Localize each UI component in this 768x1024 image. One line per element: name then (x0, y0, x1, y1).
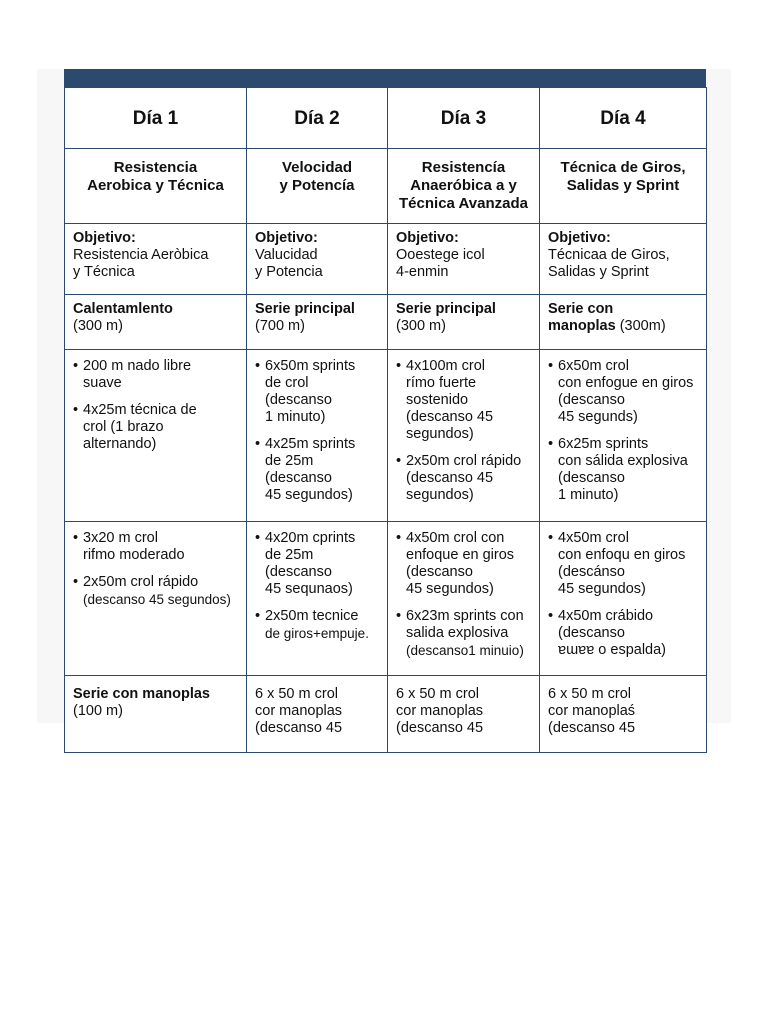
section-detail-line (548, 318, 698, 335)
exercise-line: salida explosiva (406, 625, 509, 641)
exercise-line: suave (83, 375, 122, 391)
exercise-line: (descánso (558, 564, 625, 580)
training-plan-table-container (64, 69, 706, 736)
day-header-row (65, 88, 707, 149)
theme-row (65, 149, 707, 224)
theme-line: Salidas y Sprint (566, 177, 680, 194)
theme-line: Resistencia (113, 159, 198, 176)
theme-line: y Potencía (279, 177, 355, 194)
exercise-line: con enfogue en giros (558, 375, 694, 391)
exercise-list (255, 358, 379, 504)
exercise-line: (descanso (406, 564, 473, 580)
day-4-exercises-1 (540, 350, 707, 522)
table-header-bar (64, 69, 706, 87)
day-3-header: Día 3 (388, 88, 540, 149)
exercise-item (73, 358, 238, 392)
day-2-objective (247, 224, 388, 295)
objective-text: y Técnica (73, 264, 135, 280)
exercise-line: • 2x50m crol rápido (83, 574, 199, 590)
exercise-line: cor manoplas (255, 703, 343, 719)
exercise-line: • 2x50m crol rápido (406, 453, 522, 469)
exercise-item (548, 436, 698, 504)
section-title: Calentamlento (73, 301, 173, 317)
exercise-line: • 6x25m sprints (558, 436, 649, 452)
exercise-list (548, 358, 698, 504)
exercise-list (396, 358, 531, 504)
exercise-line: • 6x23m sprints con (406, 608, 524, 624)
exercise-line: 45 segunds) (558, 409, 638, 425)
exercise-line: rifmo moderado (83, 547, 185, 563)
exercise-item (255, 608, 379, 642)
day-1-header: Día 1 (65, 88, 247, 149)
day-4-exercises-2 (540, 522, 707, 676)
day-1-objective (65, 224, 247, 295)
objective-label: Objetivo: (73, 230, 136, 246)
section-row (65, 295, 707, 350)
exercise-line: 45 segundos) (558, 581, 646, 597)
exercise-line: 45 segundos) (406, 581, 494, 597)
objective-text: Salidas y Sprint (548, 264, 649, 280)
objective-text: Técnicaa de Giros, (548, 247, 670, 263)
exercise-line: • 2x50m tecnice (265, 608, 359, 624)
exercise-line: ɐɯɐɐ o espalda) (558, 642, 667, 658)
exercise-item (396, 453, 531, 504)
exercise-line: de 25m (265, 547, 314, 563)
exercise-line: (descanso (558, 392, 625, 408)
exercise-line: cor manoplas (396, 703, 484, 719)
objective-label: Objetivo: (548, 230, 611, 246)
exercise-line: • 4x25m técnica de (83, 402, 197, 418)
day-2-section (247, 295, 388, 350)
day-1-theme (65, 149, 247, 224)
exercise-line: cor manoplaś (548, 703, 636, 719)
exercise-line: (descanso (265, 392, 332, 408)
exercise-list (255, 530, 379, 642)
day-3-theme (388, 149, 540, 224)
day-4-objective (540, 224, 707, 295)
exercise-line: (descanso (265, 470, 332, 486)
exercise-line: • 4x25m sprints (265, 436, 356, 452)
exercise-list (73, 358, 238, 453)
exercise-item (396, 530, 531, 598)
day-4-section (540, 295, 707, 350)
day-1-section (65, 295, 247, 350)
section-detail: (700 m) (255, 318, 305, 334)
exercise-item (548, 530, 698, 598)
day-2-manoplas (247, 676, 388, 753)
exercise-item (255, 436, 379, 504)
section-detail: (300 m) (73, 318, 123, 334)
exercise-line: (descanso 45 (406, 409, 494, 425)
day-4-theme (540, 149, 707, 224)
objective-text: Ooestege icol (396, 247, 485, 263)
exercise-line: segundos) (406, 426, 474, 442)
exercise-list (548, 530, 698, 659)
day-3-exercises-1 (388, 350, 540, 522)
exercise-item (73, 574, 238, 608)
exercise-line: con enfoqu en giros (558, 547, 686, 563)
exercise-line: sostenido (406, 392, 469, 408)
exercise-line: 45 segundos) (265, 487, 353, 503)
exercise-line: • 6x50m crol (558, 358, 629, 374)
exercise-line: de 25m (265, 453, 314, 469)
exercise-line: (descanso (265, 564, 332, 580)
exercise-line: de crol (265, 375, 309, 391)
day-1-exercises-1 (65, 350, 247, 522)
exercise-line: • 4x50m crábido (558, 608, 654, 624)
exercise-line: • 4x50m crol con (406, 530, 505, 546)
exercise-line: (descanso 45 (255, 720, 343, 736)
exercise-line: • 3x20 m crol (83, 530, 158, 546)
exercise-line: • 200 m nado libre (83, 358, 192, 374)
day-2-header: Día 2 (247, 88, 388, 149)
exercise-line: segundos) (406, 487, 474, 503)
exercise-line: (descanso 45 segundos) (83, 592, 231, 607)
exercise-item (396, 358, 531, 443)
exercise-line: (descanso (558, 625, 625, 641)
section-title-rest: manoplas (548, 318, 616, 334)
theme-line: Anaeróbica a y (410, 177, 517, 194)
objective-label: Objetivo: (255, 230, 318, 246)
section-detail: (300m) (619, 318, 666, 334)
exercise-line: crol (1 brazo (83, 419, 164, 435)
exercise-item (255, 530, 379, 598)
section-title: Serie principal (255, 301, 355, 317)
day-2-theme (247, 149, 388, 224)
exercise-line: 1 minuto) (558, 487, 619, 503)
day-3-exercises-2 (388, 522, 540, 676)
section-title: Serie con (548, 301, 614, 317)
exercise-line: (descanso1 minuio) (406, 643, 524, 658)
exercise-line: (descanso 45 (396, 720, 484, 736)
day-2-exercises-1 (247, 350, 388, 522)
exercise-line: alternando) (83, 436, 157, 452)
exercise-line: 6 x 50 m crol (396, 686, 479, 702)
exercise-line: • 6x50m sprints (265, 358, 356, 374)
exercise-row-2 (65, 522, 707, 676)
exercise-line: de giros+empuje. (265, 626, 369, 641)
objective-text: Resistencia Aeròbica (73, 247, 209, 263)
exercise-list (396, 530, 531, 659)
theme-line: Aerobica y Técnica (87, 177, 224, 194)
exercise-item (396, 608, 531, 659)
theme-line: Técnica Avanzada (399, 195, 528, 212)
exercise-line: • 4x50m crol (558, 530, 629, 546)
section-detail: (100 m) (73, 703, 123, 719)
exercise-line: 6 x 50 m crol (255, 686, 338, 702)
objective-label: Objetivo: (396, 230, 459, 246)
exercise-item (548, 358, 698, 426)
day-1-exercises-2 (65, 522, 247, 676)
objective-row (65, 224, 707, 295)
day-3-manoplas (388, 676, 540, 753)
exercise-line: • 4x20m cprints (265, 530, 356, 546)
exercise-line: (descanso 45 (406, 470, 494, 486)
day-3-section (388, 295, 540, 350)
day-1-manoplas (65, 676, 247, 753)
exercise-item (255, 358, 379, 426)
exercise-line: enfoque en giros (406, 547, 515, 563)
section-detail: (300 m) (396, 318, 446, 334)
day-4-header: Día 4 (540, 88, 707, 149)
theme-line: Resistencía (421, 159, 506, 176)
exercise-line: 45 sequnaos) (265, 581, 353, 597)
objective-text: y Potencia (255, 264, 323, 280)
objective-text: Valucidad (255, 247, 318, 263)
day-3-objective (388, 224, 540, 295)
manoplas-row (65, 676, 707, 753)
exercise-item (73, 530, 238, 564)
exercise-line: (descanso 45 (548, 720, 636, 736)
exercise-row-1 (65, 350, 707, 522)
training-plan-table (64, 87, 707, 753)
exercise-line: (descanso (558, 470, 625, 486)
day-2-exercises-2 (247, 522, 388, 676)
exercise-list (73, 530, 238, 608)
exercise-item (73, 402, 238, 453)
exercise-line: 6 x 50 m crol (548, 686, 631, 702)
day-4-manoplas (540, 676, 707, 753)
theme-line: Velocidad (281, 159, 353, 176)
theme-line: Técnica de Giros, (560, 159, 686, 176)
section-title: Serie principal (396, 301, 496, 317)
exercise-line: rímo fuerte (406, 375, 477, 391)
exercise-line: 1 minuto) (265, 409, 326, 425)
section-title: Serie con manoplas (73, 686, 210, 702)
exercise-item (548, 608, 698, 659)
objective-text: 4-enmin (396, 264, 449, 280)
exercise-line: • 4x100m crol (406, 358, 485, 374)
exercise-line: con sálida explosiva (558, 453, 688, 469)
